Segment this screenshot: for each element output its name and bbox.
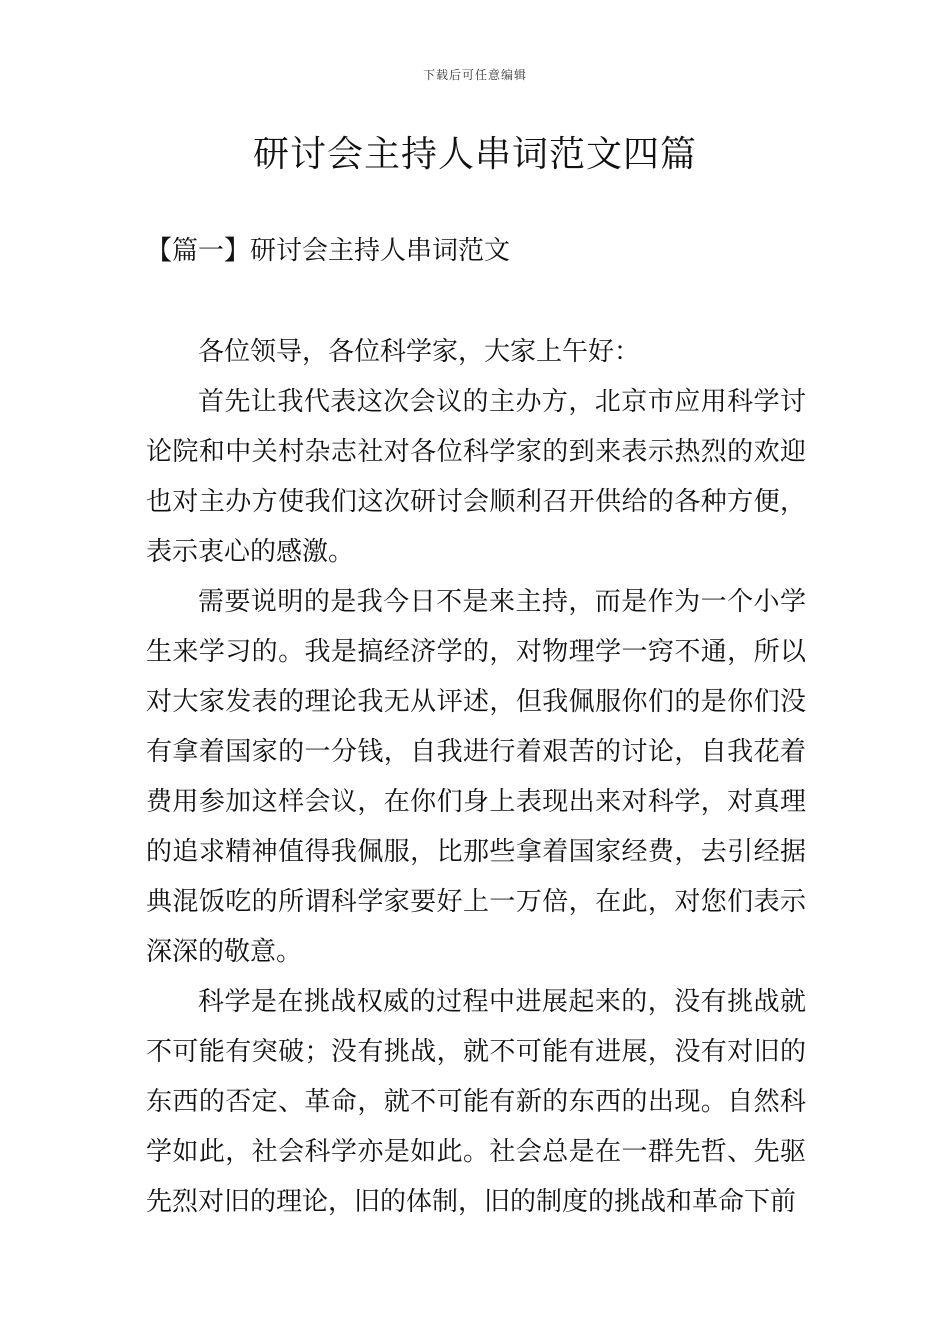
document-body bbox=[146, 327, 806, 1227]
section-heading: 【篇一】研讨会主持人串词范文 bbox=[146, 236, 511, 266]
paragraph-welcome: 首先让我代表这次会议的主办方，北京市应用科学讨论院和中关村杂志社对各位科学家的到来表示热烈的欢迎也对主办方使我们这次研讨会顺利召开供给的各种方便，表示衷心的感激。 bbox=[146, 387, 806, 567]
paragraph-science: 科学是在挑战权威的过程中进展起来的，没有挑战就不可能有突破；没有挑战，就不可能有进展，没有对旧的东西的否定、革命，就不可能有新的东西的出现。自然科学如此，社会科学亦是如此。社会总是在一群先哲、先驱先烈对旧的理论，旧的体制，旧的制度的挑战和革命下前 bbox=[146, 987, 806, 1217]
paragraph-explanation: 需要说明的是我今日不是来主持，而是作为一个小学生来学习的。我是搞经济学的，对物理学一窍不通，所以对大家发表的理论我无从评述，但我佩服你们的是你们没有拿着国家的一分钱，自我进行着艰苦的讨论，自我花着费用参加这样会议，在你们身上表现出来对科学，对真理的追求精神值得我佩服，比那些拿着国家经费，去引经据典混饭吃的所谓科学家要好上一万倍，在此，对您们表示深深的敬意。 bbox=[146, 587, 806, 967]
document-title: 研讨会主持人串词范文四篇 bbox=[252, 134, 697, 175]
header-note: 下载后可任意编辑 bbox=[422, 68, 527, 82]
paragraph-greeting: 各位领导，各位科学家，大家上午好： bbox=[198, 337, 641, 367]
